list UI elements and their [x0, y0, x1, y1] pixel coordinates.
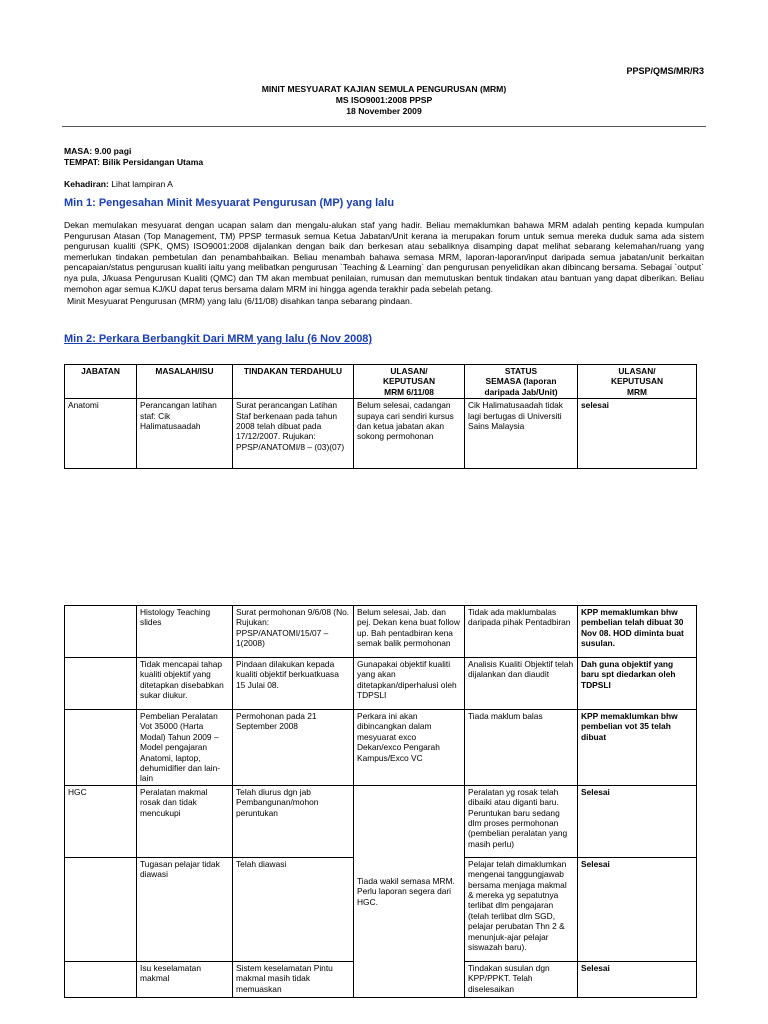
- cell-ulasan: Gunapakai objektif kualiti yang akan ditetapkan/diperhalusi oleh TDPSLI: [354, 658, 465, 710]
- table-header-row: [65, 365, 697, 399]
- table-row: [65, 710, 697, 786]
- cell-keputusan: Selesai: [578, 961, 697, 997]
- cell-status: Analisis Kualiti Objektif telah dijalankan dan diaudit: [465, 658, 578, 710]
- title-divider: [62, 126, 706, 127]
- cell-keputusan: Selesai: [578, 785, 697, 857]
- cell-keputusan: Dah guna objektif yang baru spt diedarkan oleh TDPSLI: [578, 658, 697, 710]
- header-ulasan-6-11-08: ULASAN/ KEPUTUSAN MRM 6/11/08: [354, 365, 465, 399]
- document-title-line1: MINIT MESYUARAT KAJIAN SEMULA PENGURUSAN (MRM): [261, 84, 507, 94]
- cell-tindakan: Pindaan dilakukan kepada kualiti objektif berkuatkuasa 15 Julai 08.: [233, 658, 354, 710]
- attendance: [64, 179, 173, 189]
- cell-status: Peralatan yg rosak telah dibaiki atau diganti baru. Peruntukan baru sedang dlm proses permohonan (pembelian peralatan yang masih perlu): [465, 785, 578, 857]
- document-reference: PPSP/QMS/MR/R3: [626, 66, 704, 76]
- table-row: [65, 399, 697, 469]
- attendance-value: Lihat lampiran A: [111, 179, 173, 189]
- min1-heading: Min 1: Pengesahan Minit Mesyuarat Pengurusan (MP) yang lalu: [64, 197, 395, 209]
- min2-heading-text: Min 2: Perkara Berbangkit Dari MRM yang lalu (6 Nov 2008): [64, 333, 373, 345]
- cell-jabatan: [65, 606, 137, 658]
- cell-masalah: Tugasan pelajar tidak diawasi: [137, 857, 233, 961]
- cell-tindakan: Surat perancangan Latihan Staf berkenaan pada tahun 2008 telah dibuat pada 17/12/2007. Rujukan: PPSP/ANATOMI/8 – (03)(07): [233, 399, 354, 469]
- min2-heading: [64, 333, 372, 345]
- cell-masalah: Perancangan latihan staf: Cik Halimatusaadah: [137, 399, 233, 469]
- cell-jabatan: [65, 658, 137, 710]
- cell-status: Tindakan susulan dgn KPP/PPKT. Telah diselesaikan: [465, 961, 578, 997]
- cell-ulasan: Belum selesai, cadangan supaya cari sendiri kursus dan ketua jabatan akan sokong permohonan: [354, 399, 465, 469]
- cell-keputusan: KPP memaklumkan bhw pembelian telah dibuat 30 Nov 08. HOD diminta buat susulan.: [578, 606, 697, 658]
- cell-tindakan: Telah diurus dgn jab Pembangunan/mohon peruntukan: [233, 785, 354, 857]
- cell-status: Tiada maklum balas: [465, 710, 578, 786]
- cell-status: Pelajar telah dimaklumkan mengenai tanggungjawab bersama menjaga makmal & mereka yg sepatutnya terlibat dlm pengajaran (telah terlibat dlm SGD, pelajar perubatan Thn 2 & menunjuk-ajar pelajar siswazah baru).: [465, 857, 578, 961]
- cell-keputusan: Selesai: [578, 857, 697, 961]
- matters-arising-table: [64, 364, 697, 469]
- header-jabatan: JABATAN: [65, 365, 137, 399]
- cell-ulasan: Perkara ini akan dibincangkan dalam mesyuarat exco Dekan/exco Pengarah Kampus/Exco VC: [354, 710, 465, 786]
- cell-status: Tidak ada maklumbalas daripada pihak Pentadbiran: [465, 606, 578, 658]
- cell-tindakan: Permohonan pada 21 September 2008: [233, 710, 354, 786]
- document-title-date: 18 November 2009: [346, 106, 422, 116]
- matters-arising-table-continued: [64, 605, 697, 998]
- cell-keputusan: KPP memaklumkan bhw pembelian vot 35 telah dibuat: [578, 710, 697, 786]
- meeting-time: MASA: 9.00 pagi: [64, 146, 132, 156]
- cell-tindakan: Telah diawasi: [233, 857, 354, 961]
- cell-masalah: Isu keselamatan makmal: [137, 961, 233, 997]
- min1-approval-note: Minit Mesyuarat Pengurusan (MRM) yang lalu (6/11/08) disahkan tanpa sebarang pindaan.: [67, 296, 413, 306]
- table-row: [65, 606, 697, 658]
- cell-tindakan: Surat permohonan 9/6/08 (No. Rujukan: PPSP/ANATOMI/15/07 – 1(2008): [233, 606, 354, 658]
- cell-jabatan: [65, 857, 137, 961]
- cell-keputusan: selesai: [578, 399, 697, 469]
- header-ulasan-mrm: ULASAN/ KEPUTUSAN MRM: [578, 365, 697, 399]
- header-masalah: MASALAH/ISU: [137, 365, 233, 399]
- cell-jabatan: [65, 710, 137, 786]
- header-status-semasa: STATUS SEMASA (laporan daripada Jab/Unit): [465, 365, 578, 399]
- table-row: [65, 785, 697, 857]
- table-row: [65, 658, 697, 710]
- cell-status: Cik Halimatusaadah tidak lagi bertugas di Universiti Sains Malaysia: [465, 399, 578, 469]
- min1-paragraph: Dekan memulakan mesyuarat dengan ucapan salam dan mengalu-alukan staf yang hadir. Beliau memaklumkan bahawa MRM adalah penting kepada kumpulan Pengurusan Atasan (Top Management, TM) PPSP termasuk semua Ketua Jabatan/Unit kerana ia merupakan forum untuk semua mereka duduk sama ada sistem pengurusan kualiti (SPK, QMS) ISO9001:2008 dijalankan dengan baik dan berkesan atau sebaliknya disamping dapat melihat sebarang kelemahan/ruang yang memerlukan tindakan pembetulan dan penambahbaikan. Beliau menambah bahawa semasa MRM, laporan-laporan/input daripada semua jabatan/unit berkaitan pencapaian/status pengurusan kualiti iaitu yang melibatkan pengurusan `Teaching & Learning` dan pengurusan penyelidikan akan dibincang bersama. Sebagai `output` nya pula, J/kuasa Pengurusan Kualiti (QMC) dan TM akan membuat penilaian, rumusan dan memutuskan bentuk tindakan atau bantuan yang dapat diberikan. Beliau memohon agar semua KJ/KU dapat terus bersama dalam MRM ini hingga agenda terakhir pada sebelah petang.: [64, 220, 704, 294]
- attendance-label: Kehadiran:: [64, 179, 109, 189]
- cell-jabatan: HGC: [65, 785, 137, 857]
- header-tindakan: TINDAKAN TERDAHULU: [233, 365, 354, 399]
- cell-ulasan-merged: Tiada wakil semasa MRM. Perlu laporan segera dari HGC.: [354, 785, 465, 997]
- cell-masalah: Histology Teaching slides: [137, 606, 233, 658]
- document-title-line2: MS ISO9001:2008 PPSP: [335, 95, 433, 105]
- cell-tindakan: Sistem keselamatan Pintu makmal masih tidak memuaskan: [233, 961, 354, 997]
- cell-masalah: Tidak mencapai tahap kualiti objektif yang ditetapkan disebabkan sukar diukur.: [137, 658, 233, 710]
- cell-jabatan: Anatomi: [65, 399, 137, 469]
- meeting-place: TEMPAT: Bilik Persidangan Utama: [64, 157, 204, 167]
- cell-ulasan: Belum selesai, Jab. dan pej. Dekan kena buat follow up. Bah pentadbiran kena semak balik permohonan: [354, 606, 465, 658]
- cell-masalah: Peralatan makmal rosak dan tidak mencukupi: [137, 785, 233, 857]
- cell-masalah: Pembelian Peralatan Vot 35000 (Harta Modal) Tahun 2009 – Model pengajaran Anatomi, laptop, dehumidifier dan lain-lain: [137, 710, 233, 786]
- cell-jabatan: [65, 961, 137, 997]
